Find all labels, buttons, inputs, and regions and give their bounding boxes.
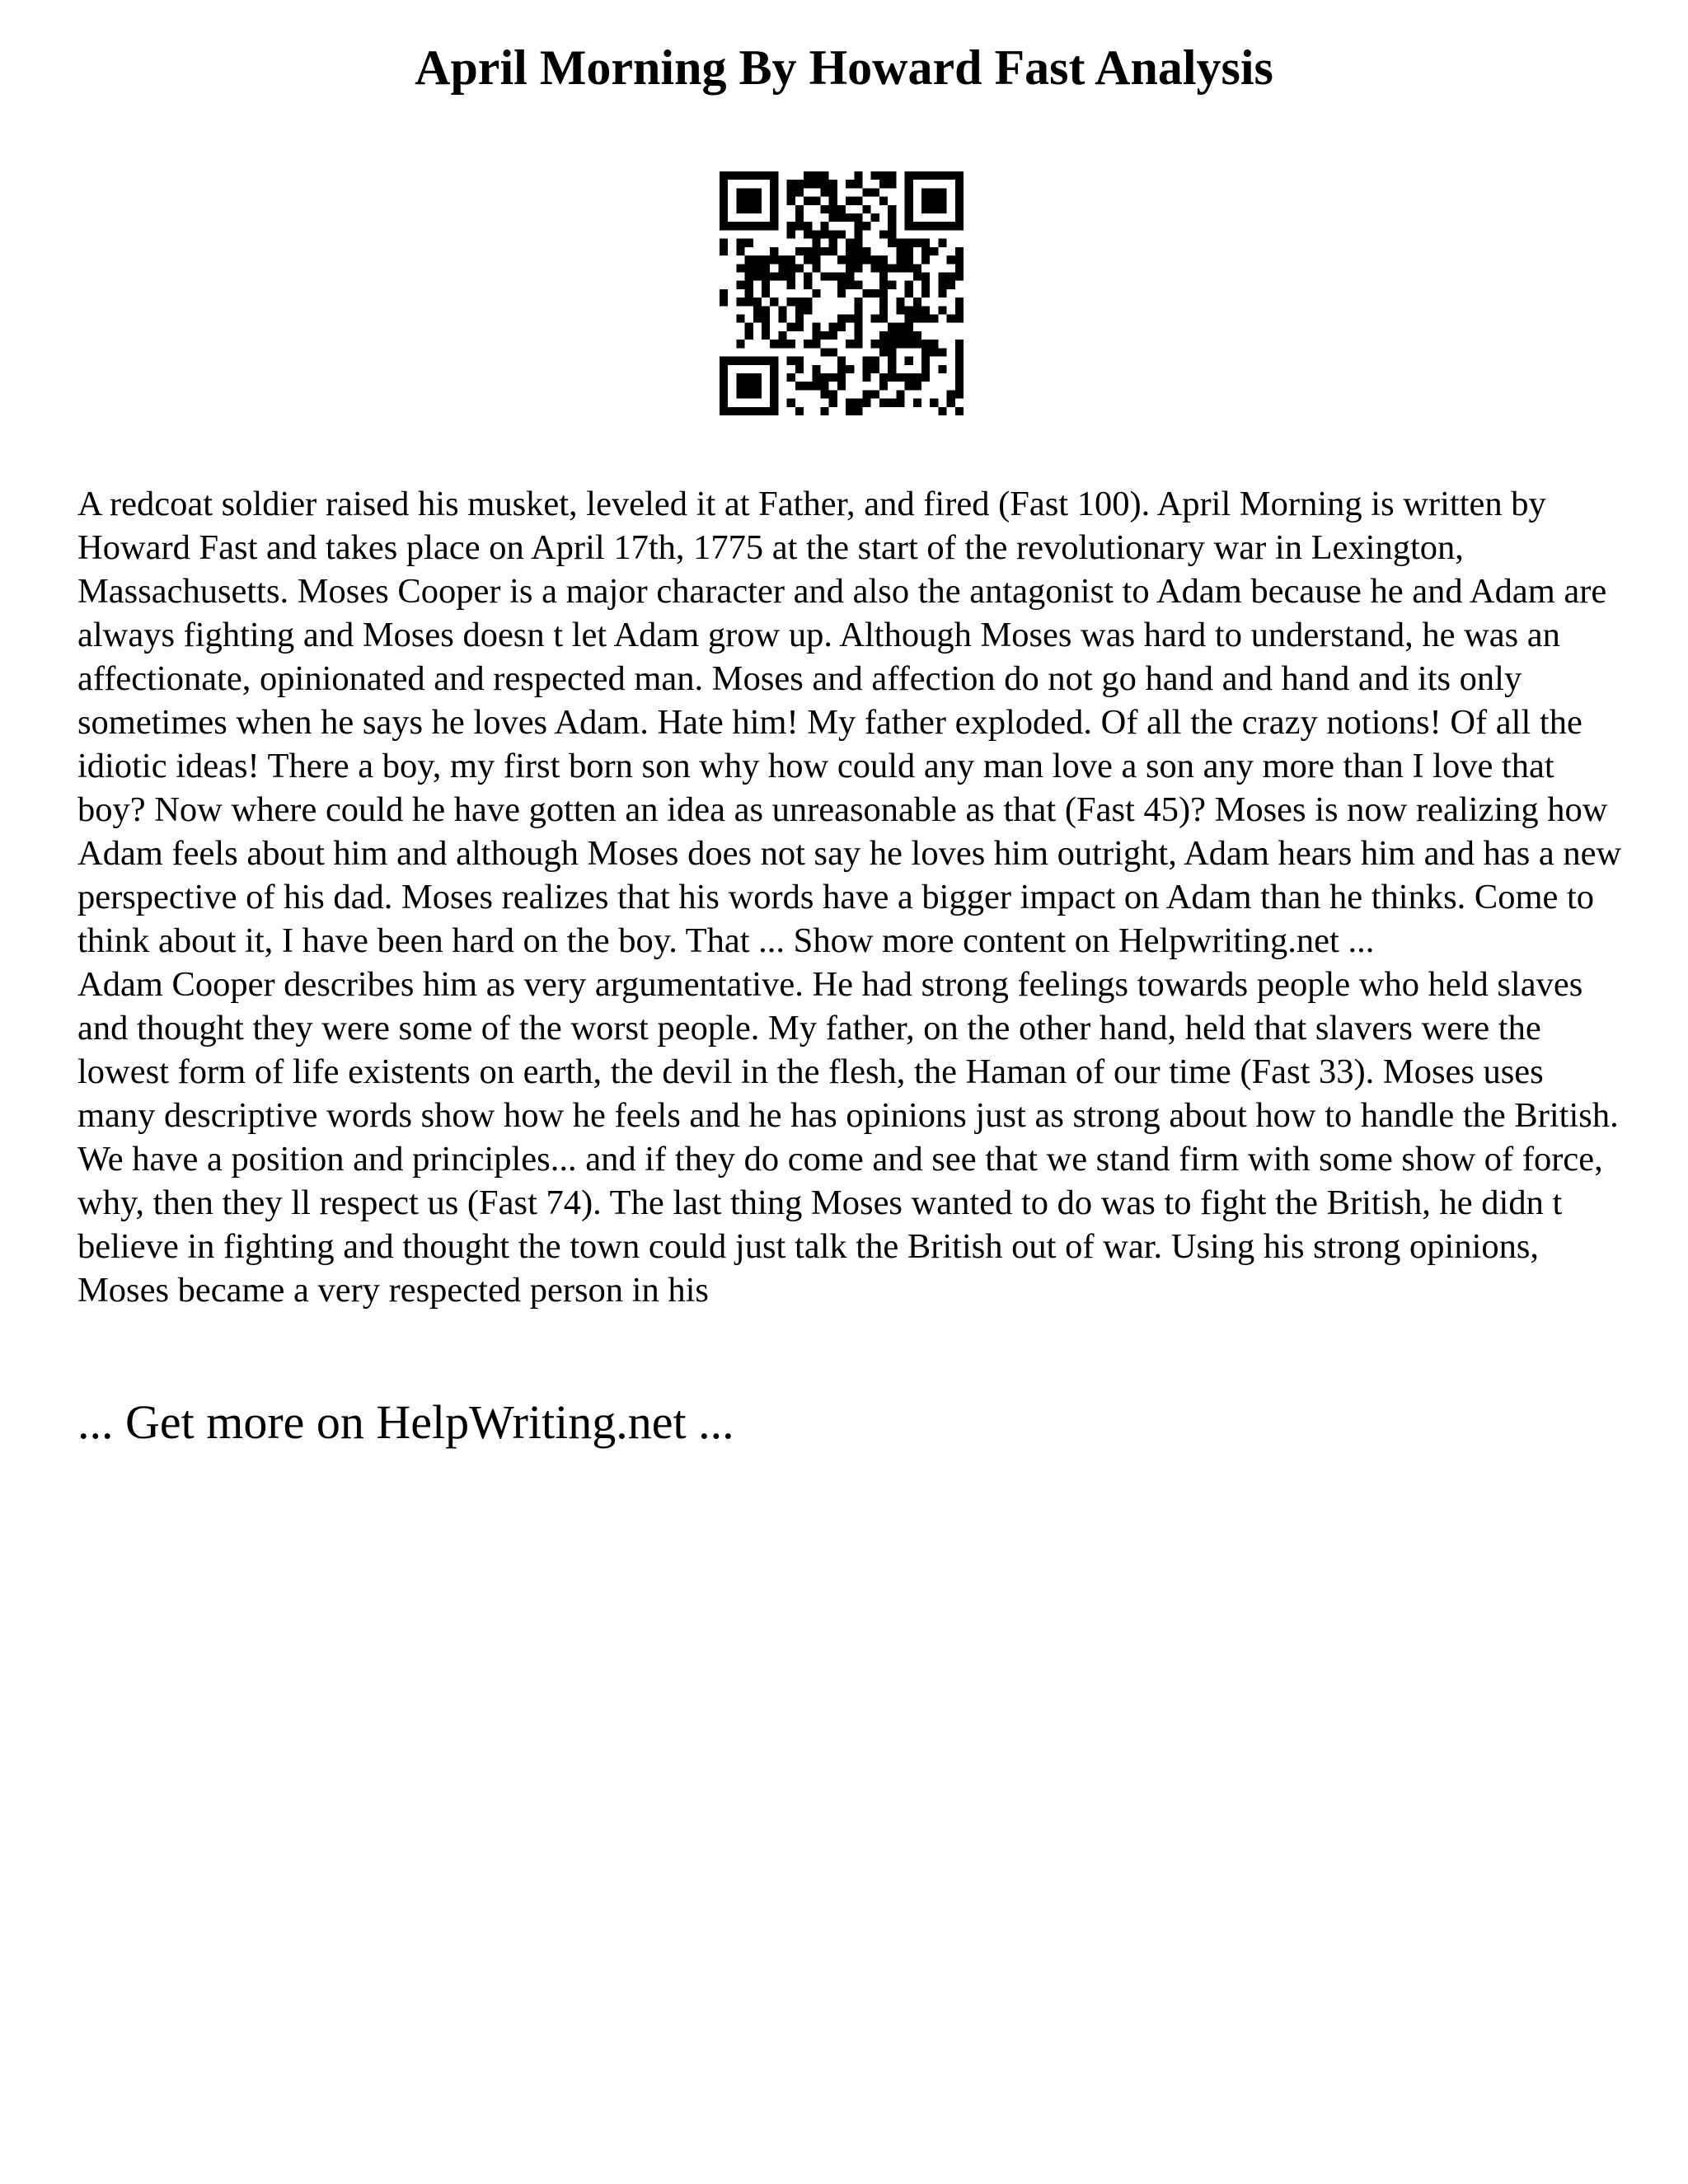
get-more-link[interactable]: ... Get more on HelpWriting.net ...: [77, 1395, 734, 1449]
paragraph-1: A redcoat soldier raised his musket, leveled it at Father, and fired (Fast 100). April Morning is written by Howard Fast and takes place on April 17th, 1775 at the start of the revolutionary war in Lexington, Massachusetts. Moses Cooper is a major character and also the antagonist to Adam because he and Adam are always fighting and Moses doesn t let Adam grow up. Although Moses was hard to understand, he was an affectionate, opinionated and respected man. Moses and affection do not go hand and hand and its only sometimes when he says he loves Adam. Hate him! My father exploded. Of all the crazy notions! Of all the idiotic ideas! There a boy, my first born son why how could any man love a son any more than I love that boy? Now where could he have gotten an idea as unreasonable as that (Fast 45)? Moses is now realizing how Adam feels about him and although Moses does not say he loves him outright, Adam hears him and has a new perspective of his dad. Moses realizes that his words have a bigger impact on Adam than he thinks. Come to think about it, I have been hard on the boy. That ... Show more content on Helpwriting.net ...: [77, 485, 1622, 960]
page-title: April Morning By Howard Fast Analysis: [415, 40, 1273, 95]
document-body: [77, 482, 1627, 1312]
paragraph-2: Adam Cooper describes him as very argumentative. He had strong feelings towards people who held slaves and thought they were some of the worst people. My father, on the other hand, held that slavers were the lowest form of life existents on earth, the devil in the flesh, the Haman of our time (Fast 33). Moses uses many descriptive words show how he feels and he has opinions just as strong about how to handle the British. We have a position and principles... and if they do come and see that we stand firm with some show of force, why, then they ll respect us (Fast 74). The last thing Moses wanted to do was to fight the British, he didn t believe in fighting and thought the town could just talk the British out of war. Using his strong opinions, Moses became a very respected person in his: [77, 965, 1619, 1310]
qr-code-icon: [720, 171, 964, 415]
